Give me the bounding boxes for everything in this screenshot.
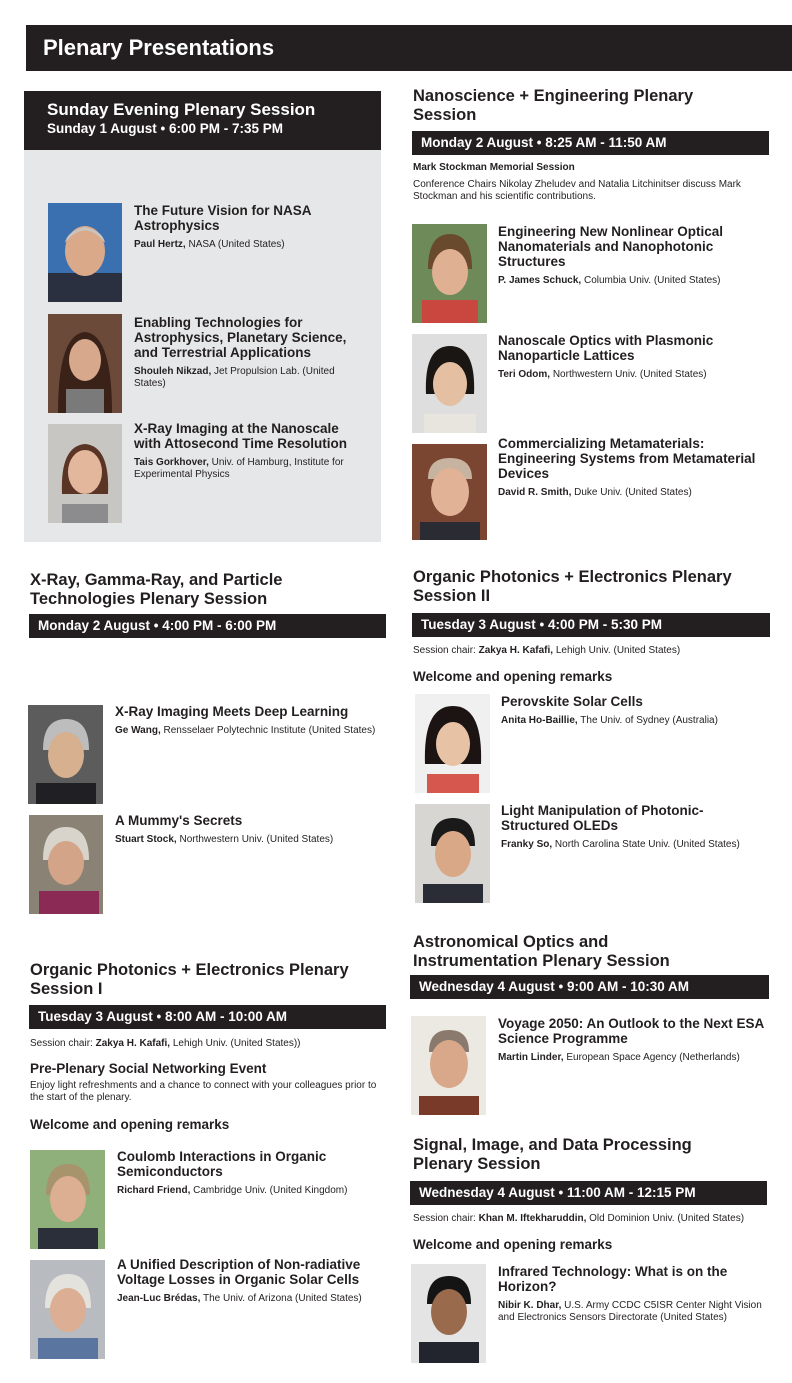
xray-session-time: Monday 2 August • 4:00 PM - 6:00 PM bbox=[29, 614, 386, 638]
talk-item bbox=[498, 224, 758, 287]
organic2-session-chair: Session chair: Zakya H. Kafafi, Lehigh Univ. (United States) bbox=[413, 645, 681, 656]
talk-item bbox=[134, 315, 369, 390]
talk-title: X-Ray Imaging at the Nanoscale with Attosecond Time Resolution bbox=[134, 421, 348, 451]
nano-session-time: Monday 2 August • 8:25 AM - 11:50 AM bbox=[412, 131, 769, 155]
talk-speaker: Franky So, North Carolina State Univ. (United States) bbox=[501, 839, 740, 850]
speaker-photo bbox=[48, 203, 122, 302]
talk-speaker: David R. Smith, Duke Univ. (United States) bbox=[498, 487, 692, 498]
speaker-photo bbox=[30, 1150, 105, 1249]
talk-title: Coulomb Interactions in Organic Semiconductors bbox=[117, 1149, 327, 1179]
talk-speaker: Shouleh Nikzad, Jet Propulsion Lab. (United States) bbox=[134, 366, 335, 389]
talk-speaker: Nibir K. Dhar, U.S. Army CCDC C5ISR Center Night Vision and Electronics Sensors Directorate (United States) bbox=[498, 1300, 762, 1323]
signal-welcome: Welcome and opening remarks bbox=[413, 1237, 613, 1252]
talk-speaker: Paul Hertz, NASA (United States) bbox=[134, 239, 285, 250]
talk-speaker: Jean-Luc Brédas, The Univ. of Arizona (United States) bbox=[117, 1293, 362, 1304]
talk-title: Perovskite Solar Cells bbox=[501, 694, 643, 709]
speaker-photo bbox=[28, 705, 103, 804]
organic1-session-title: Organic Photonics + Electronics Plenary Session I bbox=[30, 961, 349, 998]
talk-title: Voyage 2050: An Outlook to the Next ESA Science Programme bbox=[498, 1016, 764, 1046]
talk-title: Infrared Technology: What is on the Horizon? bbox=[498, 1264, 728, 1294]
sunday-session-title: Sunday Evening Plenary Session bbox=[47, 100, 316, 119]
nano-memorial-title: Mark Stockman Memorial Session bbox=[413, 162, 575, 173]
talk-speaker: Richard Friend, Cambridge Univ. (United Kingdom) bbox=[117, 1185, 348, 1196]
talk-title: Nanoscale Optics with Plasmonic Nanoparticle Lattices bbox=[498, 333, 714, 363]
talk-speaker: Ge Wang, Rensselaer Polytechnic Institute (United States) bbox=[115, 725, 376, 736]
talk-title: X-Ray Imaging Meets Deep Learning bbox=[115, 704, 349, 719]
talk-item bbox=[134, 421, 369, 481]
talk-speaker: Anita Ho-Baillie, The Univ. of Sydney (Australia) bbox=[501, 715, 718, 726]
speaker-photo bbox=[412, 224, 487, 323]
talk-title: Commercializing Metamaterials: Engineering Systems from Metamaterial Devices bbox=[498, 436, 756, 481]
speaker-photo bbox=[48, 314, 122, 413]
talk-title: The Future Vision for NASA Astrophysics bbox=[134, 203, 312, 233]
speaker-photo bbox=[48, 424, 122, 523]
astro-session-title: Astronomical Optics and Instrumentation Plenary Session bbox=[413, 933, 670, 970]
nano-session-title: Nanoscience + Engineering Plenary Session bbox=[413, 87, 694, 124]
speaker-photo bbox=[412, 334, 487, 433]
talk-title: Enabling Technologies for Astrophysics, Planetary Science, and Terrestrial Applications bbox=[134, 315, 347, 360]
talk-item bbox=[115, 813, 377, 846]
signal-session-chair: Session chair: Khan M. Iftekharuddin, Old Dominion Univ. (United States) bbox=[413, 1213, 745, 1224]
signal-session-title: Signal, Image, and Data Processing Plenary Session bbox=[413, 1136, 692, 1173]
talk-speaker: P. James Schuck, Columbia Univ. (United States) bbox=[498, 275, 721, 286]
talk-item bbox=[117, 1149, 379, 1197]
talk-item bbox=[501, 694, 761, 727]
sunday-session-time: Sunday 1 August • 6:00 PM - 7:35 PM bbox=[47, 121, 284, 136]
xray-session-title: X-Ray, Gamma-Ray, and Particle Technologies Plenary Session bbox=[30, 571, 283, 608]
organic2-session-time: Tuesday 3 August • 4:00 PM - 5:30 PM bbox=[412, 613, 770, 637]
speaker-photo bbox=[411, 1016, 486, 1115]
organic2-session-title: Organic Photonics + Electronics Plenary Session II bbox=[413, 568, 732, 605]
speaker-photo bbox=[29, 815, 103, 914]
talk-item bbox=[501, 803, 763, 851]
talk-item bbox=[134, 203, 364, 251]
talk-title: Engineering New Nonlinear Optical Nanomaterials and Nanophotonic Structures bbox=[498, 224, 724, 269]
talk-speaker: Tais Gorkhover, Univ. of Hamburg, Institute for Experimental Physics bbox=[134, 457, 344, 480]
organic2-welcome: Welcome and opening remarks bbox=[413, 669, 613, 684]
page-title: Plenary Presentations bbox=[26, 25, 792, 71]
organic1-welcome: Welcome and opening remarks bbox=[30, 1117, 230, 1132]
speaker-photo bbox=[411, 1264, 486, 1363]
talk-title: A Unified Description of Non-radiative Voltage Losses in Organic Solar Cells bbox=[117, 1257, 361, 1287]
talk-item bbox=[498, 1016, 768, 1064]
talk-speaker: Stuart Stock, Northwestern Univ. (United States) bbox=[115, 834, 334, 845]
talk-speaker: Martin Linder, European Space Agency (Netherlands) bbox=[498, 1052, 740, 1063]
talk-item bbox=[115, 704, 377, 737]
signal-session-time: Wednesday 4 August • 11:00 AM - 12:15 PM bbox=[410, 1181, 767, 1205]
sunday-session-header bbox=[24, 91, 381, 150]
nano-memorial-desc: Conference Chairs Nikolay Zheludev and Natalia Litchinitser discuss Mark Stockman and his scientific contributions. bbox=[413, 179, 741, 202]
organic1-session-chair: Session chair: Zakya H. Kafafi, Lehigh Univ. (United States)) bbox=[30, 1038, 301, 1049]
astro-session-time: Wednesday 4 August • 9:00 AM - 10:30 AM bbox=[410, 975, 769, 999]
talk-item bbox=[498, 333, 758, 381]
speaker-photo bbox=[415, 804, 490, 903]
talk-item bbox=[498, 1264, 763, 1324]
speaker-photo bbox=[415, 694, 490, 793]
talk-title: A Mummy's Secrets bbox=[115, 813, 243, 828]
talk-item bbox=[498, 436, 758, 499]
talk-speaker: Teri Odom, Northwestern Univ. (United States) bbox=[498, 369, 707, 380]
organic1-session-time: Tuesday 3 August • 8:00 AM - 10:00 AM bbox=[29, 1005, 386, 1029]
organic1-event-title: Pre-Plenary Social Networking Event bbox=[30, 1061, 267, 1076]
speaker-photo bbox=[30, 1260, 105, 1359]
speaker-photo bbox=[412, 444, 487, 540]
organic1-event-desc: Enjoy light refreshments and a chance to connect with your colleagues prior to the start of the plenary. bbox=[30, 1080, 377, 1103]
talk-title: Light Manipulation of Photonic-Structured OLEDs bbox=[501, 803, 704, 833]
talk-item bbox=[117, 1257, 392, 1305]
